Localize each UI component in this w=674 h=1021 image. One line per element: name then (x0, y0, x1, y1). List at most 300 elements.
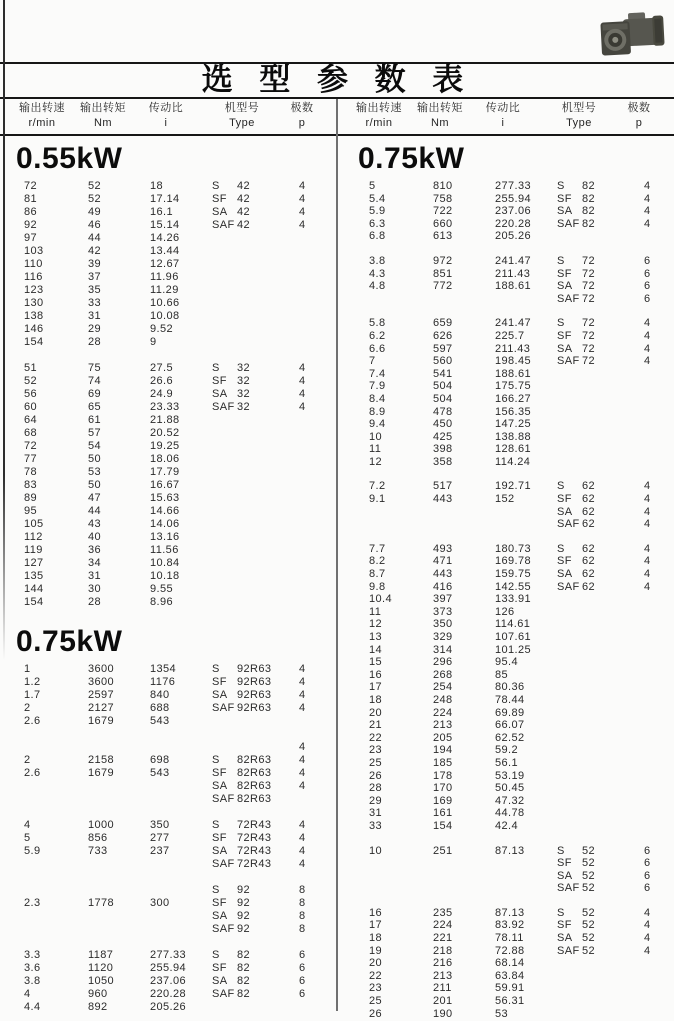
cell-output-speed: 3.3 (24, 949, 41, 961)
cell-ratio: 17.14 (150, 193, 180, 205)
cell-type-code: 72R43 (237, 832, 272, 844)
cell-output-torque (88, 884, 150, 897)
cell-output-speed: 13 (369, 631, 383, 643)
cell-ratio: 11.96 (150, 271, 179, 283)
header-poles (264, 101, 340, 131)
cell-output-torque: 296 (433, 656, 453, 669)
cell-type-code (237, 310, 281, 323)
cell-type-code (582, 719, 626, 732)
table-row (337, 330, 674, 343)
cell-type-prefix (557, 694, 582, 707)
cell-type-prefix: SAF (557, 518, 580, 531)
cell-ratio: 8.96 (150, 596, 174, 608)
header-label: 机型号 (561, 102, 597, 114)
table-row (0, 988, 337, 1001)
cell-poles (281, 518, 337, 531)
table-row (337, 230, 674, 243)
cell-ratio: 220.28 (150, 988, 187, 1000)
cell-poles (626, 631, 674, 644)
cell-output-torque: 1050 (88, 975, 115, 987)
cell-ratio: 114.24 (495, 455, 531, 468)
cell-type-prefix: S (557, 180, 565, 192)
header-unit: i (164, 117, 168, 129)
cell-output-speed (369, 857, 433, 870)
cell-poles: 4 (299, 388, 306, 400)
cell-ratio: 188.61 (495, 367, 532, 380)
cell-type-code: 82 (237, 975, 251, 987)
cell-type-code: 72 (582, 355, 596, 368)
table-row (0, 336, 337, 349)
cell-output-speed: 6.3 (369, 217, 386, 230)
cell-type-code (237, 258, 281, 271)
cell-output-speed: 5 (369, 180, 376, 192)
cell-poles: 4 (299, 741, 306, 753)
cell-type-code (582, 782, 626, 795)
cell-ratio: 80.36 (495, 681, 525, 694)
cell-ratio: 698 (150, 754, 170, 766)
cell-output-speed: 15 (369, 656, 383, 669)
cell-poles (281, 336, 337, 349)
table-row (337, 317, 674, 330)
cell-ratio: 166.27 (495, 392, 532, 405)
cell-output-torque: 597 (433, 342, 453, 355)
cell-type-code: 92 (237, 910, 251, 922)
header-label: 输出转矩 (417, 102, 463, 114)
cell-type-code: 52 (582, 869, 596, 882)
cell-ratio: 15.14 (150, 219, 180, 231)
cell-output-torque: 254 (433, 681, 453, 694)
cell-output-torque: 34 (88, 557, 102, 569)
cell-type-code (237, 232, 281, 245)
cell-poles: 4 (644, 580, 651, 593)
cell-output-torque: 33 (88, 297, 102, 309)
cell-type-prefix (212, 323, 237, 336)
table-row (0, 258, 337, 271)
cell-type-prefix (212, 741, 237, 754)
cell-type-code: 52 (582, 857, 596, 870)
cell-poles: 6 (644, 869, 651, 882)
cell-poles (626, 593, 674, 606)
cell-output-speed: 56 (24, 388, 38, 400)
cell-type-code (237, 596, 281, 609)
cell-output-speed: 97 (24, 232, 38, 244)
cell-poles: 4 (299, 676, 306, 688)
cell-poles: 8 (299, 923, 306, 935)
cell-type-code: 52 (582, 906, 596, 919)
cell-output-speed: 21 (369, 719, 383, 732)
cell-type-code (582, 957, 626, 970)
cell-type-code (582, 631, 626, 644)
table-row (337, 443, 674, 456)
table-row (0, 767, 337, 780)
cell-type-code: 62 (582, 580, 596, 593)
cell-poles (281, 310, 337, 323)
table-row (0, 910, 337, 923)
cell-output-speed: 52 (24, 375, 38, 387)
cell-poles (626, 982, 674, 995)
table-row (0, 193, 337, 206)
cell-output-speed: 19 (369, 944, 383, 957)
cell-poles: 6 (644, 292, 651, 305)
cell-poles (281, 297, 337, 310)
table-row (0, 492, 337, 505)
cell-output-speed: 5.9 (24, 845, 41, 857)
cell-type-prefix: SA (212, 975, 228, 987)
cell-output-speed: 16 (369, 906, 383, 919)
cell-type-prefix: SF (212, 193, 227, 205)
cell-ratio: 255.94 (150, 962, 187, 974)
cell-poles (281, 453, 337, 466)
cell-type-prefix (557, 970, 582, 983)
cell-type-prefix: S (212, 884, 220, 896)
cell-output-torque: 504 (433, 380, 453, 393)
cell-type-prefix: SAF (212, 219, 235, 231)
table-row (337, 919, 674, 932)
cell-type-code: 32 (237, 401, 251, 413)
cell-output-speed: 2.6 (24, 767, 41, 779)
cell-ratio: 68.14 (495, 957, 525, 970)
cell-poles: 8 (299, 910, 306, 922)
cell-output-speed (369, 870, 433, 883)
cell-poles (281, 479, 337, 492)
cell-type-prefix (212, 453, 237, 466)
cell-type-code (582, 820, 626, 833)
cell-type-code: 72R43 (237, 819, 272, 831)
cell-poles: 4 (644, 180, 651, 192)
cell-output-speed: 26 (369, 1007, 383, 1020)
header-unit: p (635, 117, 643, 129)
cell-type-prefix (212, 258, 237, 271)
cell-ratio: 1176 (150, 676, 176, 688)
cell-type-prefix (557, 593, 582, 606)
cell-output-speed: 89 (24, 492, 38, 504)
cell-type-code (237, 518, 281, 531)
cell-output-speed: 29 (369, 794, 383, 807)
cell-poles (626, 230, 674, 243)
cell-type-prefix: SA (557, 505, 573, 518)
cell-type-prefix: SF (212, 832, 227, 844)
data-block (0, 663, 337, 728)
cell-type-prefix: S (557, 480, 565, 493)
cell-ratio: 9.52 (150, 323, 174, 335)
cell-type-prefix (212, 479, 237, 492)
table-row (337, 870, 674, 883)
cell-output-speed: 17 (369, 681, 383, 694)
table-row (0, 832, 337, 845)
cell-type-prefix (212, 492, 237, 505)
cell-output-speed: 23 (369, 744, 383, 757)
cell-type-prefix (557, 406, 582, 419)
cell-output-speed: 154 (24, 336, 44, 348)
cell-output-speed: 1.7 (24, 689, 41, 701)
table-row (0, 663, 337, 676)
cell-type-code: 42 (237, 193, 251, 205)
right-column (337, 136, 674, 1020)
cell-output-speed: 3.8 (24, 975, 41, 987)
cell-ratio (495, 518, 557, 531)
cell-type-code: 92R63 (237, 676, 272, 688)
table-row (0, 284, 337, 297)
cell-type-prefix: SF (557, 493, 572, 506)
cell-type-prefix (212, 414, 237, 427)
cell-output-torque: 1679 (88, 767, 115, 779)
cell-poles: 4 (644, 932, 651, 945)
cell-output-speed: 154 (24, 596, 44, 608)
header-label: 输出转速 (356, 102, 402, 114)
cell-poles (281, 531, 337, 544)
cell-type-code (582, 694, 626, 707)
cell-output-torque: 31 (88, 310, 102, 322)
table-row (337, 418, 674, 431)
cell-ratio: 18.06 (150, 453, 180, 465)
cell-ratio: 66.07 (495, 719, 525, 732)
table-row (0, 466, 337, 479)
cell-output-torque: 504 (433, 392, 453, 405)
table-row (337, 480, 674, 493)
cell-output-torque: 201 (433, 995, 453, 1008)
cell-output-speed: 60 (24, 401, 38, 413)
table-row (337, 669, 674, 682)
header-label: 机型号 (224, 102, 260, 114)
header-poles (601, 101, 674, 131)
cell-poles (626, 820, 674, 833)
cell-type-code: 82R63 (237, 767, 272, 779)
cell-output-speed: 4.8 (369, 280, 386, 293)
table-row (337, 255, 674, 268)
header-label: 输出转矩 (80, 102, 126, 114)
table-row (337, 957, 674, 970)
cell-output-torque: 251 (433, 844, 453, 857)
cell-type-code: 62 (582, 480, 596, 493)
cell-output-speed: 92 (24, 219, 38, 231)
cell-output-torque: 69 (88, 388, 102, 400)
cell-type-code: 72 (582, 280, 596, 293)
table-header-left (0, 101, 337, 133)
cell-output-speed: 10 (369, 844, 383, 857)
cell-output-speed: 123 (24, 284, 44, 296)
cell-ratio: 62.52 (495, 731, 525, 744)
cell-type-code (237, 583, 281, 596)
table-row (337, 543, 674, 556)
cell-type-code: 62 (582, 518, 596, 531)
cell-ratio: 107.61 (495, 631, 532, 643)
cell-output-speed: 9.4 (369, 418, 386, 431)
table-row (337, 355, 674, 368)
cell-poles (281, 557, 337, 570)
cell-ratio: 53 (495, 1007, 509, 1020)
cell-poles (281, 232, 337, 245)
cell-output-torque: 54 (88, 440, 102, 452)
cell-ratio: 56.1 (495, 756, 519, 769)
cell-type-code: 72 (582, 329, 596, 342)
cell-type-prefix: SA (212, 206, 228, 218)
cell-ratio: 87.13 (495, 844, 525, 857)
cell-output-speed: 7.2 (369, 480, 386, 493)
cell-type-prefix: SF (557, 919, 572, 932)
table-row (0, 689, 337, 702)
data-block (0, 362, 337, 609)
cell-type-prefix (557, 719, 582, 732)
cell-poles (281, 440, 337, 453)
table-row (0, 362, 337, 375)
cell-type-code: 42 (237, 219, 251, 231)
table-row (337, 593, 674, 606)
cell-type-code (582, 606, 626, 619)
cell-output-torque: 36 (88, 544, 102, 556)
cell-ratio: 237.06 (495, 205, 532, 218)
cell-output-speed: 2.3 (24, 897, 41, 909)
cell-output-speed: 138 (24, 310, 44, 322)
table-row (337, 568, 674, 581)
cell-output-speed: 31 (369, 807, 383, 820)
cell-poles: 4 (644, 192, 651, 205)
cell-output-speed: 5.8 (369, 317, 386, 330)
table-row (0, 858, 337, 871)
cell-poles: 4 (299, 832, 306, 844)
cell-poles (281, 793, 337, 806)
table-row (337, 820, 674, 833)
cell-type-prefix (557, 631, 582, 644)
cell-ratio: 20.52 (150, 427, 180, 439)
cell-ratio: 126 (495, 605, 515, 618)
data-block (337, 907, 674, 1020)
cell-output-speed: 77 (24, 453, 38, 465)
cell-type-code (237, 466, 281, 479)
cell-output-speed: 81 (24, 193, 38, 205)
cell-poles (626, 770, 674, 783)
cell-ratio: 59.2 (495, 744, 519, 757)
cell-type-code (582, 732, 626, 745)
cell-output-speed: 8.9 (369, 405, 386, 418)
cell-output-torque: 443 (433, 568, 453, 581)
cell-poles (281, 583, 337, 596)
cell-output-torque: 733 (88, 845, 108, 857)
cell-poles (626, 443, 674, 456)
table-row (337, 744, 674, 757)
cell-output-torque: 169 (433, 794, 453, 807)
table-row (0, 923, 337, 936)
cell-output-speed: 17 (369, 919, 383, 932)
cell-output-torque (433, 857, 495, 870)
cell-poles (281, 1001, 337, 1014)
cell-ratio: 169.78 (495, 555, 532, 568)
cell-output-torque (88, 780, 150, 793)
cell-output-torque: 30 (88, 583, 102, 595)
cell-poles (626, 393, 674, 406)
table-row (337, 205, 674, 218)
cell-output-torque: 3600 (88, 676, 115, 688)
cell-poles (281, 323, 337, 336)
cell-ratio (150, 910, 212, 923)
cell-poles: 4 (299, 754, 306, 766)
cell-poles (281, 245, 337, 258)
cell-type-code (582, 995, 626, 1008)
header-unit: Nm (430, 117, 450, 129)
cell-ratio: 72.88 (495, 944, 525, 957)
cell-ratio: 211.43 (495, 267, 531, 280)
cell-ratio: 15.63 (150, 492, 180, 504)
cell-output-torque (433, 882, 495, 895)
cell-poles: 4 (644, 919, 651, 932)
cell-type-code (237, 492, 281, 505)
cell-type-prefix (212, 570, 237, 583)
cell-type-code (237, 245, 281, 258)
cell-type-code: 52 (582, 919, 596, 932)
cell-type-prefix: SF (557, 267, 572, 280)
table-row (0, 884, 337, 897)
cell-type-prefix: SAF (212, 858, 235, 870)
cell-poles: 6 (299, 962, 306, 974)
cell-type-prefix (557, 669, 582, 682)
cell-poles (626, 1008, 674, 1021)
cell-output-speed: 8.4 (369, 392, 386, 405)
cell-output-torque: 373 (433, 605, 453, 618)
cell-type-prefix (557, 606, 582, 619)
cell-output-torque: 39 (88, 258, 102, 270)
cell-type-code (237, 544, 281, 557)
cell-poles (626, 970, 674, 983)
cell-type-prefix: S (557, 317, 565, 330)
cell-ratio: 83.92 (495, 919, 525, 932)
cell-output-torque: 161 (433, 807, 453, 820)
header-unit: r/min (365, 117, 393, 129)
cell-output-speed: 72 (24, 440, 38, 452)
cell-output-torque: 350 (433, 618, 453, 631)
cell-output-torque: 398 (433, 443, 453, 456)
cell-output-speed: 20 (369, 706, 383, 719)
cell-type-code: 62 (582, 505, 596, 518)
cell-output-torque: 205 (433, 731, 453, 744)
cell-ratio: 688 (150, 702, 170, 714)
cell-type-code (237, 427, 281, 440)
cell-type-code (582, 644, 626, 657)
cell-output-speed: 127 (24, 557, 44, 569)
table-row (337, 681, 674, 694)
cell-type-prefix: SA (557, 205, 573, 218)
cell-type-prefix (212, 245, 237, 258)
cell-ratio: 59.91 (495, 982, 525, 995)
cell-type-code (582, 230, 626, 243)
cell-type-prefix: SA (212, 388, 228, 400)
cell-ratio: 225.7 (495, 329, 525, 342)
cell-output-speed: 78 (24, 466, 38, 478)
cell-output-torque: 314 (433, 643, 453, 656)
cell-poles: 4 (299, 819, 306, 831)
cell-type-prefix (212, 440, 237, 453)
table-row (337, 757, 674, 770)
cell-output-torque: 52 (88, 193, 102, 205)
cell-output-speed: 9.1 (369, 493, 386, 506)
cell-type-code (237, 323, 281, 336)
cell-type-prefix: S (212, 819, 220, 831)
cell-poles: 6 (299, 988, 306, 1000)
table-row (0, 375, 337, 388)
cell-output-speed: 64 (24, 414, 38, 426)
header-unit: Nm (93, 117, 113, 129)
cell-type-code: 72 (582, 292, 596, 305)
cell-ratio: 78.11 (495, 932, 524, 945)
cell-type-code: 32 (237, 388, 251, 400)
table-row (0, 245, 337, 258)
header-ratio (465, 101, 541, 131)
cell-output-speed: 26 (369, 769, 383, 782)
cell-output-torque: 450 (433, 418, 453, 431)
cell-poles (626, 431, 674, 444)
cell-type-code: 72 (582, 317, 596, 330)
cell-type-code (237, 1001, 281, 1014)
cell-poles: 4 (644, 480, 651, 493)
cell-output-torque: 49 (88, 206, 102, 218)
